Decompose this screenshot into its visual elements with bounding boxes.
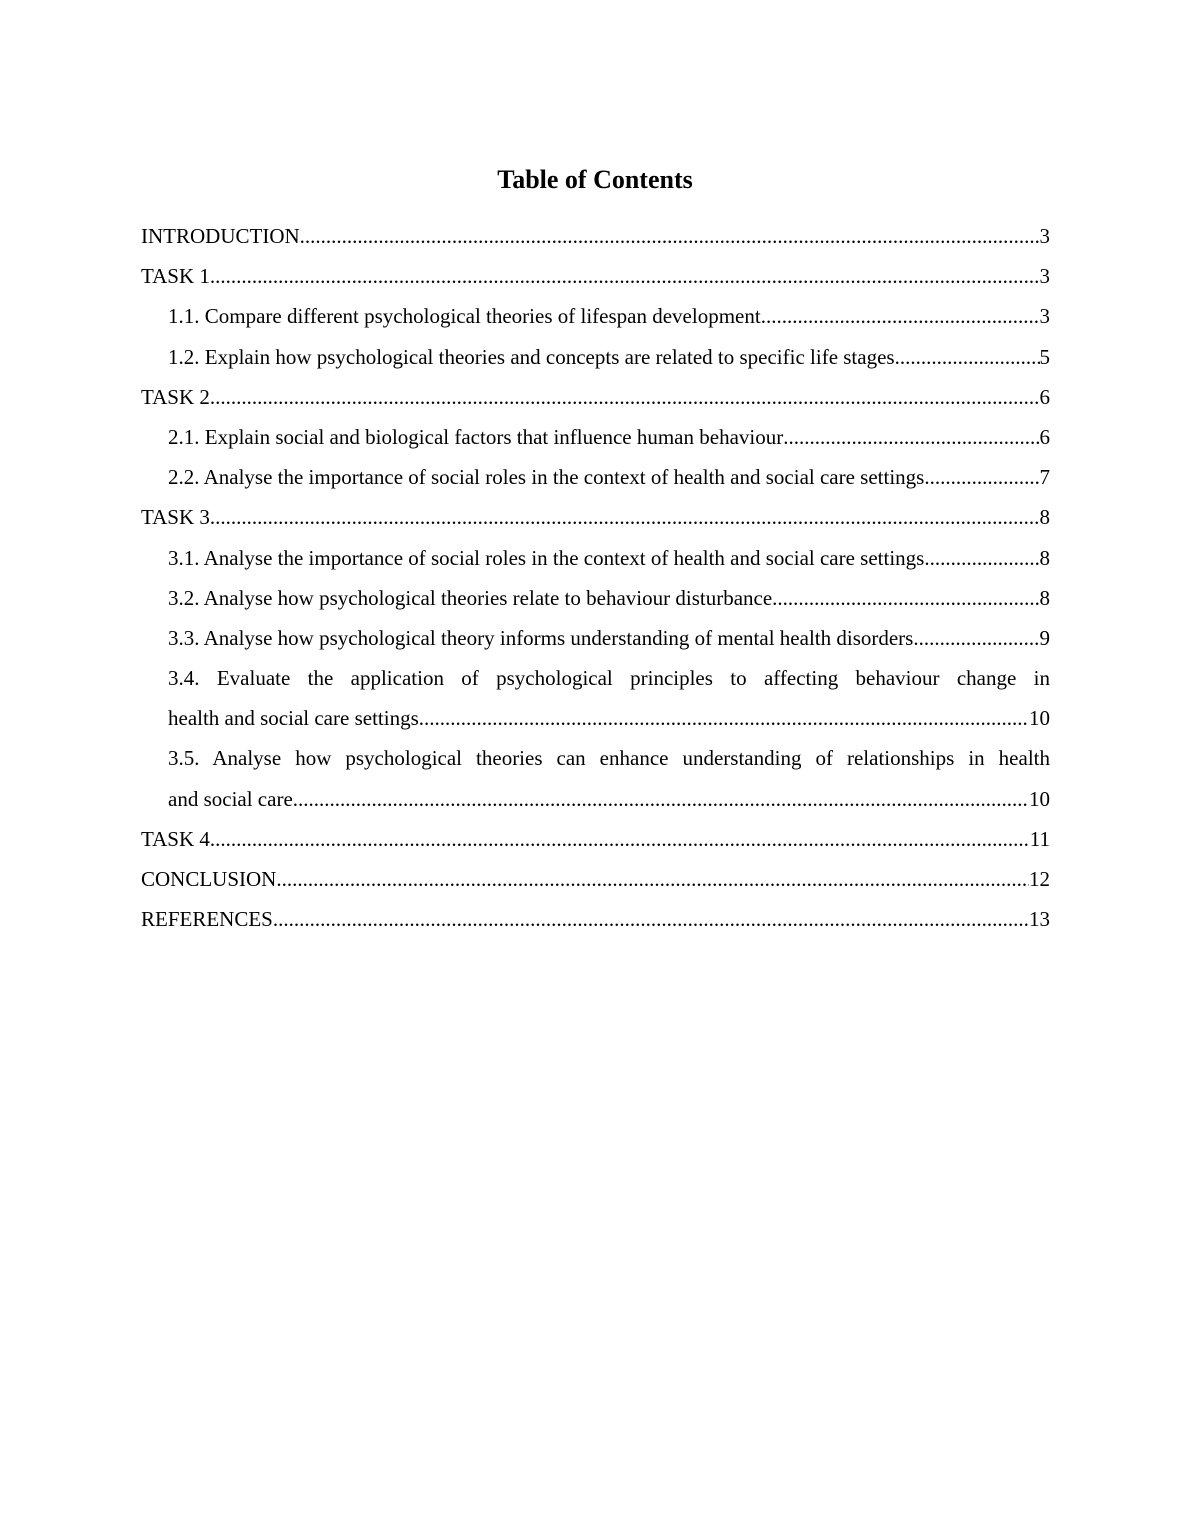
dot-leader	[924, 538, 1039, 578]
toc-entry-label-line-2: health and social care settings	[168, 706, 419, 731]
toc-page-number: 3	[1039, 224, 1050, 248]
dot-leader	[772, 578, 1039, 618]
toc-entry-label: CONCLUSION	[141, 867, 277, 891]
toc-entry-task-3[interactable]	[141, 497, 1050, 537]
toc-entry-3-4[interactable]	[141, 658, 1050, 738]
toc-entry-label: 3.1. Analyse the importance of social roles in the context of health and social care settings	[168, 545, 925, 570]
toc-entry-last-line	[168, 698, 1050, 738]
dot-leader	[210, 377, 1040, 417]
dot-leader	[419, 698, 1029, 738]
dot-leader	[300, 216, 1040, 256]
toc-entry-label: 2.1. Explain social and biological factors that influence human behaviour	[168, 424, 784, 449]
toc-page-number: 10	[1029, 786, 1050, 811]
dot-leader	[895, 337, 1040, 377]
dot-leader	[761, 296, 1040, 336]
toc-page-number: 7	[1039, 465, 1050, 490]
toc-page-number: 8	[1039, 505, 1050, 530]
toc-page-number: 6	[1039, 384, 1050, 409]
toc-page-number: 11	[1029, 826, 1050, 851]
toc-page-number: 10	[1029, 706, 1050, 731]
toc-entry-task-2[interactable]	[141, 377, 1050, 417]
toc-page-number: 8	[1039, 545, 1050, 570]
toc-entry-label-line-2: and social care	[168, 786, 293, 811]
toc-entry-label: REFERENCES	[141, 907, 273, 932]
toc-entry-task-4[interactable]	[141, 819, 1050, 859]
dot-leader	[924, 457, 1039, 497]
toc-entry-label-line-1: 3.5. Analyse how psychological theories can enhance understanding of relationships in health	[168, 746, 1050, 771]
toc-entry-label: TASK 2	[141, 384, 210, 409]
toc-page-number: 5	[1039, 344, 1050, 369]
toc-entry-label: INTRODUCTION	[141, 224, 300, 248]
toc-entry-label: TASK 3	[141, 505, 210, 530]
toc-page-number: 12	[1029, 867, 1050, 891]
toc-entry-3-5[interactable]	[141, 738, 1050, 818]
toc-title: Table of Contents	[497, 165, 693, 194]
toc-entry-label: TASK 4	[141, 826, 210, 851]
toc-page-number: 13	[1029, 907, 1050, 932]
toc-page-number: 6	[1039, 424, 1050, 449]
toc-entry-2-1[interactable]	[141, 417, 1050, 457]
toc-entry-label: 1.2. Explain how psychological theories and concepts are related to specific life stages	[168, 344, 895, 369]
toc-entry-label: 3.3. Analyse how psychological theory informs understanding of mental health disorders	[168, 625, 914, 650]
toc-entry-introduction[interactable]	[141, 216, 1050, 256]
toc-entry-last-line	[168, 779, 1050, 819]
toc-entry-label: 1.1. Compare different psychological theories of lifespan development	[168, 304, 761, 329]
toc-entry-label: 2.2. Analyse the importance of social roles in the context of health and social care settings	[168, 465, 925, 490]
toc-entry-references[interactable]	[141, 899, 1050, 939]
toc-page-number: 9	[1039, 625, 1050, 650]
toc-entry-1-1[interactable]	[141, 296, 1050, 336]
dot-leader	[210, 497, 1040, 537]
toc-entry-3-3[interactable]	[141, 618, 1050, 658]
toc-entry-3-2[interactable]	[141, 578, 1050, 618]
toc-entry-task-1[interactable]	[141, 256, 1050, 296]
toc-page-number: 3	[1039, 264, 1050, 289]
toc-page-number: 8	[1039, 585, 1050, 610]
dot-leader	[273, 899, 1029, 939]
toc-page-number: 3	[1039, 304, 1050, 329]
toc-entry-1-2[interactable]	[141, 337, 1050, 377]
toc-entry-2-2[interactable]	[141, 457, 1050, 497]
dot-leader	[293, 779, 1029, 819]
toc-list	[141, 216, 1050, 939]
dot-leader	[913, 618, 1039, 658]
dot-leader	[783, 417, 1039, 457]
toc-entry-3-1[interactable]	[141, 538, 1050, 578]
dot-leader	[210, 256, 1040, 296]
toc-entry-label-line-1: 3.4. Evaluate the application of psychological principles to affecting behaviour change in	[168, 666, 1050, 691]
toc-entry-conclusion[interactable]	[141, 859, 1050, 899]
toc-entry-label: TASK 1	[141, 264, 210, 289]
toc-entry-label: 3.2. Analyse how psychological theories relate to behaviour disturbance	[168, 585, 773, 610]
dot-leader	[210, 819, 1030, 859]
dot-leader	[276, 859, 1029, 899]
